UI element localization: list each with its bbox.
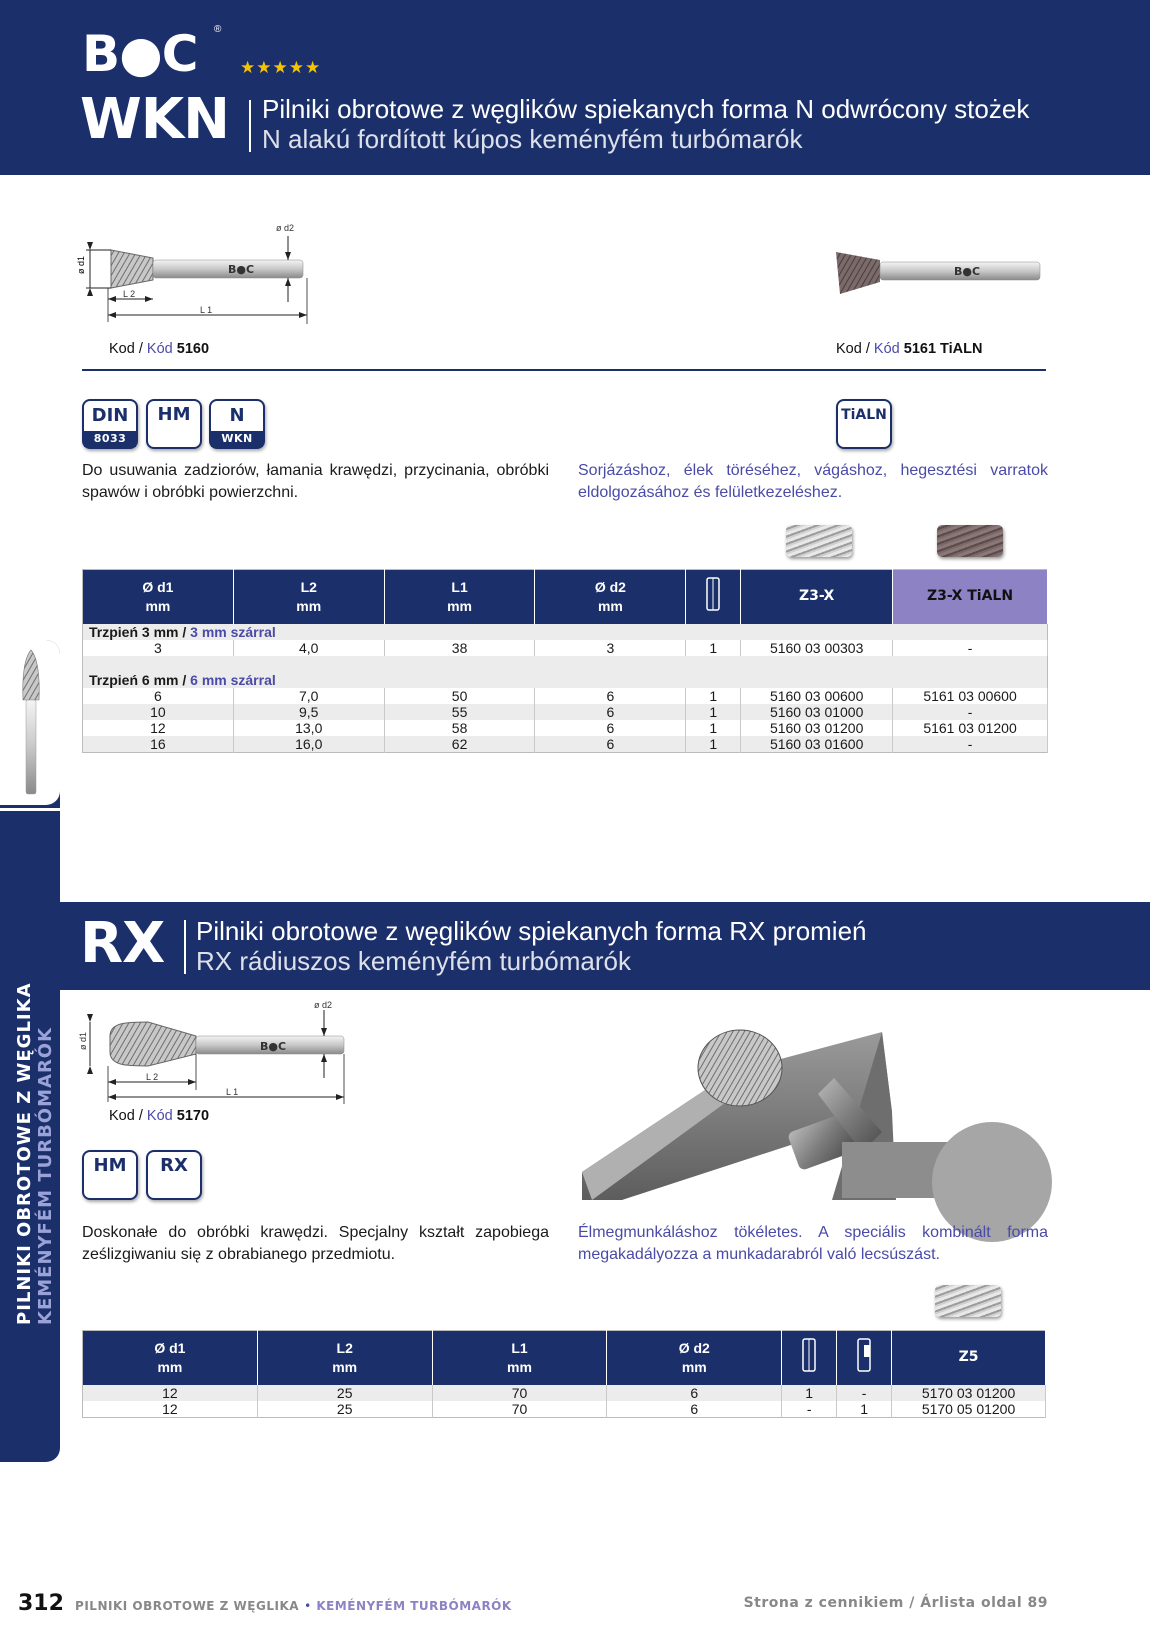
cylindrical-shank-icon [800, 1337, 818, 1373]
table-row: 12 13,0 58 6 1 5160 03 01200 5161 03 01200 [83, 720, 1048, 736]
wkn-title-pl: Pilniki obrotowe z węglików spiekanych forma N odwrócony stożek [262, 94, 1030, 124]
col-l2: L2 mm [257, 1331, 432, 1385]
badge-tialn: TiALN [836, 399, 892, 449]
wkn-title-hu: N alakú fordított kúpos keményfém turbómarók [262, 124, 803, 154]
col-z3x-tialn: Z3-X TiALN [893, 570, 1048, 624]
col-d1: Ø d1 mm [83, 570, 234, 624]
wkn-spec-table [82, 569, 1048, 753]
col-l1: L1 mm [432, 1331, 607, 1385]
col-z3x: Z3-X [741, 570, 893, 624]
boc-logo: B●C [82, 25, 198, 83]
cylindrical-shank-icon [704, 576, 722, 612]
rx-application-photo [582, 1012, 1024, 1200]
footer-pricelist: Strona z cennikiem / Árlista oldal 89 [743, 1595, 1048, 1611]
wkn-l2-label: L 2 [123, 289, 136, 299]
rx-d2-label: ø d2 [314, 1000, 333, 1010]
side-tab-label: PILNIKI OBROTOWE Z WĘGLIKA KEMÉNYFÉM TURBÓMARÓK [14, 982, 56, 1325]
wkn-tialn-shank-logo: B●C [954, 265, 981, 278]
rating-stars: ★★★★★ [240, 58, 322, 77]
side-tool-icon [18, 648, 44, 798]
table-row: 6 7,0 50 6 1 5160 03 00600 5161 03 00600 [83, 688, 1048, 704]
flatted-shank-col [837, 1331, 892, 1385]
col-d2: Ø d2 mm [607, 1331, 782, 1385]
badge-rx: RX [146, 1150, 202, 1200]
table-row: 16 16,0 62 6 1 5160 03 01600 - [83, 736, 1048, 753]
wkn-kod-5161: Kod / Kód 5161 TiALN [836, 341, 983, 357]
badge-hm: HM [146, 399, 202, 449]
page-number: 312 [18, 1591, 64, 1616]
swatch-z3x-tialn [937, 525, 1003, 557]
col-d1: Ø d1 mm [83, 1331, 258, 1385]
badge-din: DIN 8033 [82, 399, 138, 449]
rx-shank-logo: B●C [260, 1040, 287, 1053]
rx-header [60, 902, 1150, 990]
wkn-shank-logo: B●C [228, 263, 255, 276]
rx-l1-label: L 1 [226, 1087, 239, 1097]
wkn-header [0, 0, 1150, 175]
rx-d1-label: ø d1 [78, 1031, 88, 1050]
wkn-description-hu: Sorjázáshoz, élek töréséhez, vágáshoz, hegesztési varratok eldolgozásához és felületkezeléshez. [578, 462, 1048, 501]
rx-tool-diagram [78, 1000, 368, 1105]
group-shank-3mm: Trzpień 3 mm / 3 mm szárral [83, 624, 1048, 640]
rx-code: RX [80, 911, 165, 976]
swatch-z5 [935, 1285, 1001, 1317]
flatted-shank-icon [855, 1337, 873, 1373]
rx-header-divider [184, 920, 186, 974]
rx-title-hu: RX rádiuszos keményfém turbómarók [196, 946, 631, 976]
rx-title-pl: Pilniki obrotowe z węglików spiekanych forma RX promień [196, 916, 867, 946]
header-divider [249, 100, 251, 152]
wkn-d1-label: ø d1 [76, 255, 86, 274]
table-row: 12 25 70 6 1 - 5170 03 01200 [83, 1385, 1046, 1401]
page-footer: 312 PILNIKI OBROTOWE Z WĘGLIKA • KEMÉNYFÉM TURBÓMARÓK Strona z cennikiem / Árlista oldal 89 [18, 1591, 1048, 1616]
col-z5: Z5 [892, 1331, 1046, 1385]
wkn-divider [82, 369, 1046, 371]
col-l1: L1 mm [384, 570, 535, 624]
col-d2: Ø d2 mm [535, 570, 686, 624]
registered-mark: ® [214, 24, 222, 35]
wkn-l1-label: L 1 [200, 305, 213, 315]
wkn-tialn-tool-photo [830, 240, 1050, 312]
footer-section-pl: PILNIKI OBROTOWE Z WĘGLIKA [75, 1599, 300, 1613]
group-shank-6mm: Trzpień 6 mm / 6 mm szárral [83, 672, 1048, 688]
wkn-kod-5160: Kod / Kód 5160 [109, 341, 210, 357]
table-row: 3 4,0 38 3 1 5160 03 00303 - [83, 640, 1048, 656]
wkn-description-pl: Do usuwania zadziorów, łamania krawędzi, przycinania, obróbki spawów i obróbki powierzchni. [82, 462, 549, 501]
table-spacer [83, 656, 1048, 672]
col-l2: L2 mm [233, 570, 384, 624]
badge-hm-rx: HM [82, 1150, 138, 1200]
cylindrical-shank-col [782, 1331, 837, 1385]
rx-description-pl: Doskonałe do obróbki krawędzi. Specjalny kształt zapobiega ześlizgiwaniu się z obrabianego przedmiotu. [82, 1224, 549, 1263]
table-row: 10 9,5 55 6 1 5160 03 01000 - [83, 704, 1048, 720]
wkn-d2-label: ø d2 [276, 223, 295, 233]
rx-kod-5170: Kod / Kód 5170 [109, 1108, 210, 1124]
rx-l2-label: L 2 [146, 1072, 159, 1082]
wkn-tool-diagram [78, 222, 348, 337]
table-row: 12 25 70 6 - 1 5170 05 01200 [83, 1401, 1046, 1418]
side-tab-divider [0, 808, 60, 811]
footer-section-hu: KEMÉNYFÉM TURBÓMARÓK [316, 1599, 512, 1613]
rx-spec-table [82, 1330, 1046, 1418]
wkn-code: WKN [80, 87, 230, 152]
shank-icon-col [686, 570, 741, 624]
rx-description-hu: Élmegmunkáláshoz tökéletes. A speciális kombinált forma megakadályozza a munkadarabról való lecsúszást. [578, 1224, 1048, 1263]
badge-n: N WKN [209, 399, 265, 449]
swatch-z3x [786, 525, 852, 557]
